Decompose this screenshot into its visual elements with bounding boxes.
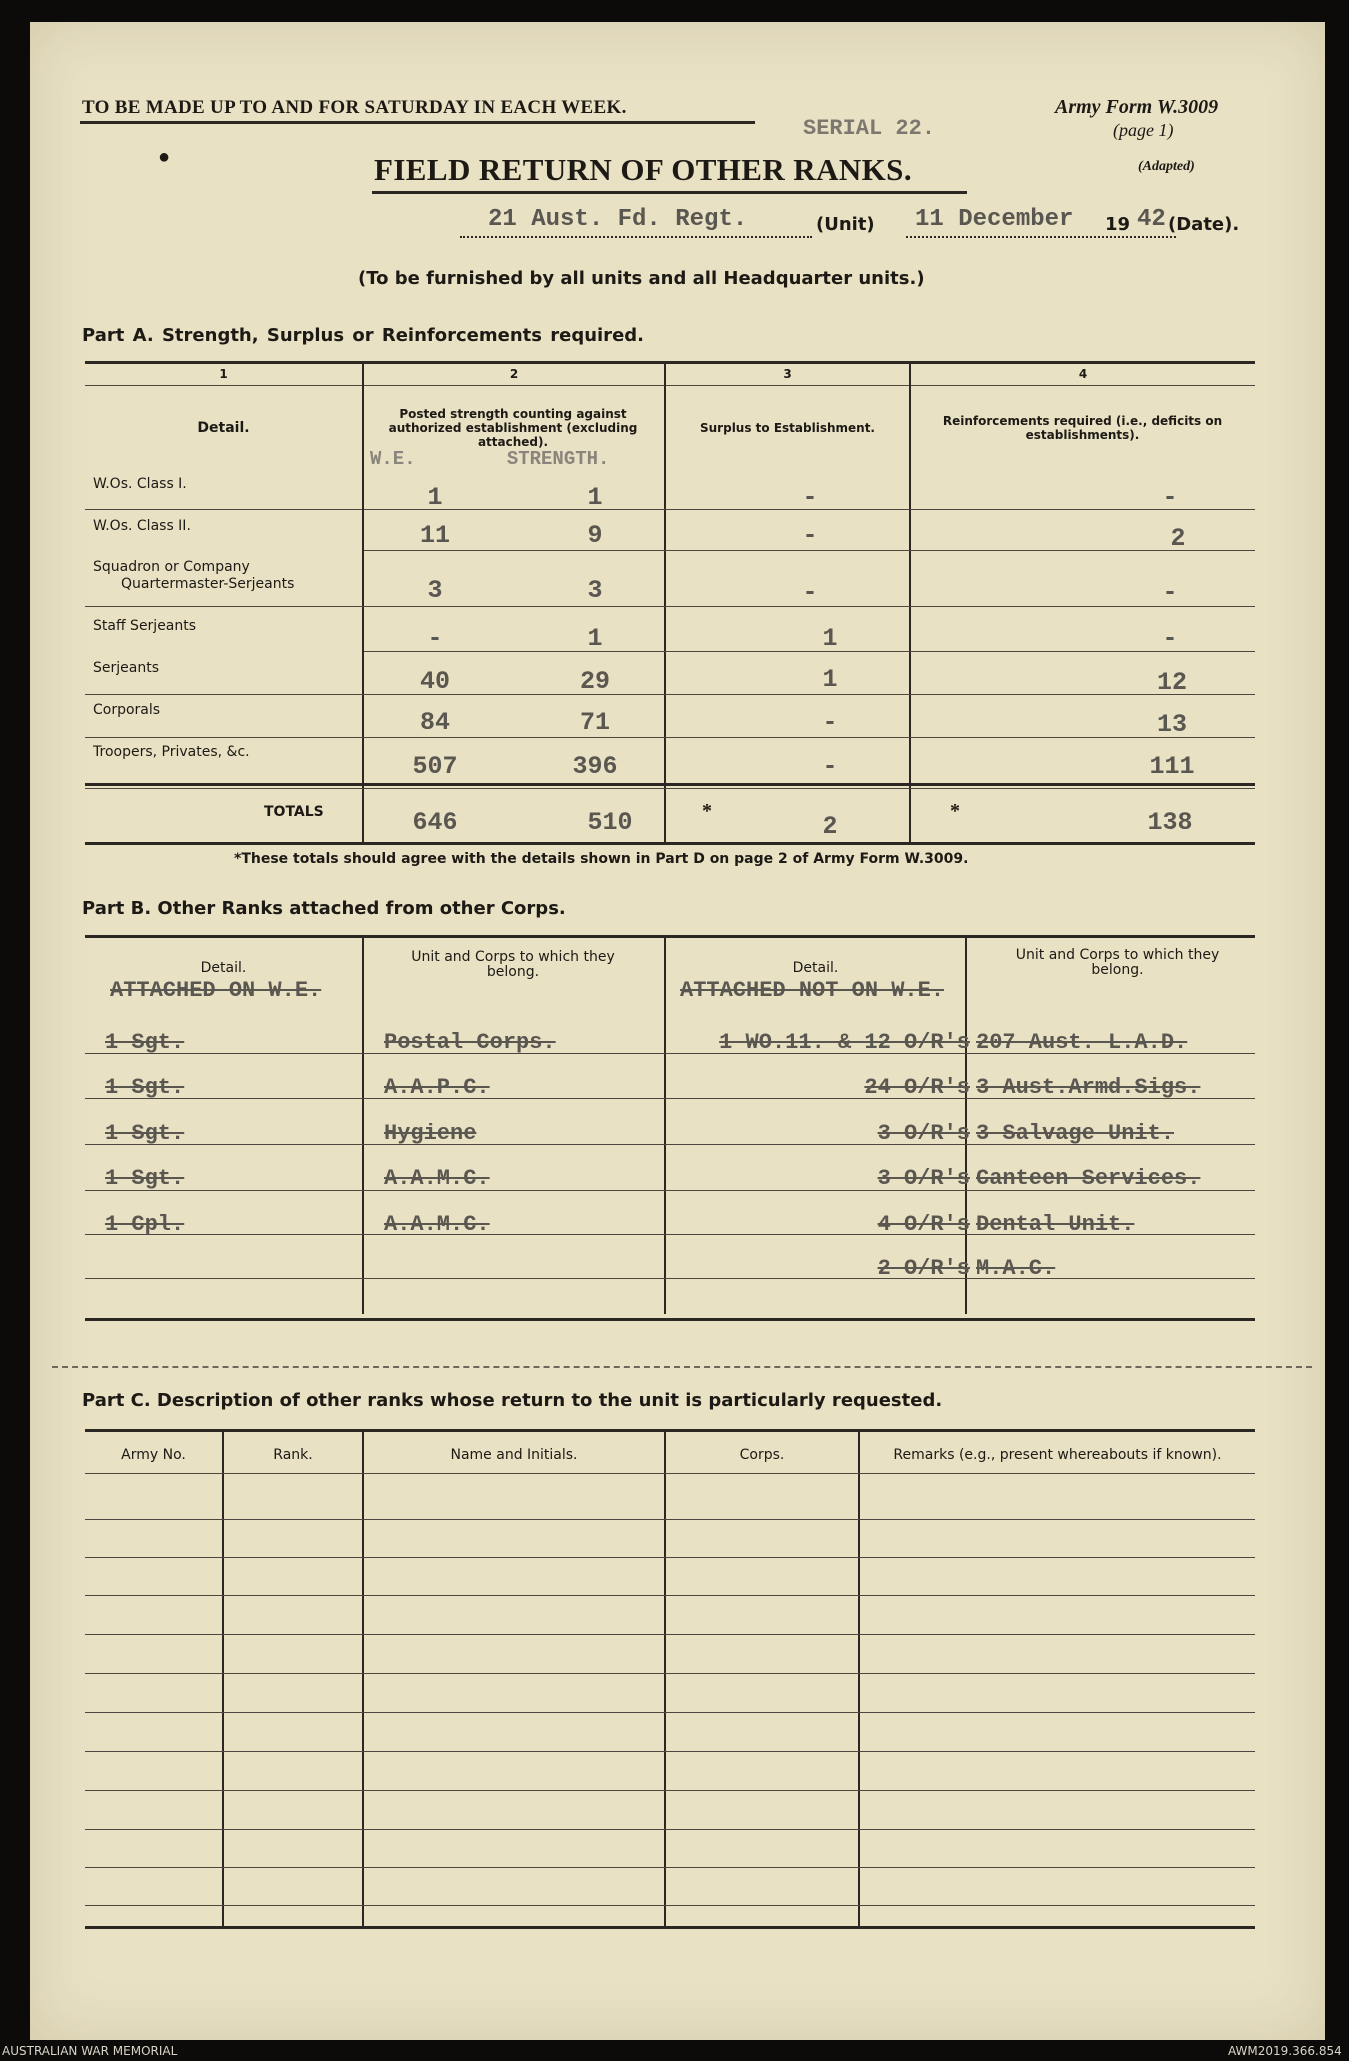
part-b-heading: Part B. Other Ranks attached from other Corps. (82, 898, 566, 919)
b-right-detail: 3 O/R's (877, 1166, 970, 1191)
b-left-detail: 1 Sgt. (105, 1030, 185, 1055)
part-a-heading: Part A. Strength, Surplus or Reinforcements required. (82, 325, 644, 346)
b-right-unit: Canteen Services. (976, 1166, 1201, 1191)
row-we: 40 (419, 667, 450, 696)
top-instruction: TO BE MADE UP TO AND FOR SATURDAY IN EACH WEEK. (82, 97, 627, 118)
date-dotted-line (906, 236, 1176, 238)
top-instruction-underline (80, 121, 755, 124)
b-left-unit: A.A.P.C. (384, 1075, 490, 1100)
footer-right: AWM2019.366.854 (1228, 2044, 1342, 2058)
totals-we: 646 (412, 808, 458, 837)
row-we: 1 (427, 483, 443, 512)
row-strength: 71 (579, 708, 610, 737)
date-label: (Date). (1168, 214, 1240, 235)
form-name: Army Form W.3009 (1055, 96, 1219, 118)
row-detail: W.Os. Class II. (93, 518, 191, 534)
row-surplus: 1 (822, 665, 838, 694)
totals-strength: 510 (587, 808, 633, 837)
row-detail: Squadron or Company Quartermaster-Serjeants (93, 559, 295, 592)
b-right-detail: 1 WO.11. & 12 O/R's (719, 1030, 970, 1055)
b-right-unit: 3 Salvage Unit. (976, 1121, 1175, 1146)
perforation-line (52, 1366, 1312, 1368)
row-detail: Troopers, Privates, &c. (93, 744, 250, 760)
row-detail: W.Os. Class I. (93, 476, 187, 492)
c-col-remarks: Remarks (e.g., present whereabouts if known). (893, 1447, 1222, 1463)
row-reinforcements: 12 (1156, 668, 1187, 697)
col-number-2: 2 (509, 367, 519, 381)
row-we: 3 (427, 576, 443, 605)
b-left-unit: A.A.M.C. (384, 1166, 490, 1191)
adapted-label: (Adapted) (1138, 159, 1195, 174)
b-right-unit: M.A.C. (976, 1256, 1056, 1281)
row-surplus: 1 (822, 624, 838, 653)
totals-label: TOTALS (264, 804, 324, 820)
b-right-detail: 24 O/R's (864, 1075, 970, 1100)
row-reinforcements: - (1162, 483, 1178, 512)
col-number-1: 1 (219, 367, 228, 381)
col-header-reinforcements: Reinforcements required (i.e., deficits on establishments). (942, 414, 1223, 442)
serial-stamp: SERIAL 22. (803, 116, 936, 141)
c-col-name: Name and Initials. (450, 1447, 578, 1463)
attached-not-on-we-heading: ATTACHED NOT ON W.E. (680, 978, 945, 1003)
c-col-rank: Rank. (273, 1447, 313, 1463)
row-reinforcements: 111 (1149, 752, 1195, 781)
col-header-posted-strength: Posted strength counting against authorized establishment (excluding attached). (388, 407, 638, 449)
b-right-detail: 4 O/R's (877, 1212, 970, 1237)
part-c-heading: Part C. Description of other ranks whose return to the unit is particularly requested. (82, 1390, 943, 1411)
row-we: 84 (419, 708, 450, 737)
row-strength: 9 (587, 521, 603, 550)
title-underline (372, 191, 967, 194)
b-left-detail: 1 Sgt. (105, 1121, 185, 1146)
unit-value: 21 Aust. Fd. Regt. (488, 206, 748, 233)
b-col-unit-1: Unit and Corps to which they belong. (411, 949, 615, 980)
b-right-detail: 2 O/R's (877, 1256, 970, 1281)
row-strength: 3 (587, 576, 603, 605)
year-prefix: 19 (1105, 214, 1131, 235)
b-right-unit: 3 Aust.Armd.Sigs. (976, 1075, 1201, 1100)
totals-mark-reinforcements: * (950, 800, 960, 822)
footer-left: AUSTRALIAN WAR MEMORIAL (2, 2044, 178, 2058)
b-col-detail-2: Detail. (792, 960, 839, 976)
row-reinforcements: 13 (1156, 710, 1187, 739)
row-we: 507 (412, 752, 458, 781)
col-header-surplus: Surplus to Establishment. (700, 421, 875, 435)
row-strength: 29 (579, 667, 610, 696)
row-reinforcements: 2 (1170, 524, 1186, 553)
date-value: 11 December (915, 206, 1074, 233)
col2-subheading: W.E. STRENGTH. (370, 448, 610, 470)
col-header-detail: Detail. (197, 420, 250, 436)
row-detail: Staff Serjeants (93, 618, 197, 634)
c-col-army-no: Army No. (121, 1447, 186, 1463)
b-right-unit: Dental Unit. (976, 1212, 1135, 1237)
b-left-unit: A.A.M.C. (384, 1212, 490, 1237)
row-strength: 1 (587, 624, 603, 653)
totals-surplus: 2 (822, 812, 838, 841)
b-left-unit: Postal Corps. (384, 1030, 556, 1055)
row-surplus: - (822, 752, 838, 781)
row-surplus: - (802, 483, 818, 512)
page-label: (page 1) (1113, 120, 1174, 140)
row-surplus: - (822, 708, 838, 737)
attached-on-we-heading: ATTACHED ON W.E. (110, 978, 322, 1003)
b-left-detail: 1 Sgt. (105, 1075, 185, 1100)
row-surplus: - (802, 578, 818, 607)
year-value: 42 (1137, 206, 1166, 233)
b-right-unit: 207 Aust. L.A.D. (976, 1030, 1188, 1055)
subtitle: (To be furnished by all units and all Headquarter units.) (358, 268, 925, 289)
row-reinforcements: - (1162, 624, 1178, 653)
col-number-4: 4 (1078, 367, 1088, 381)
unit-dotted-line (460, 236, 812, 238)
unit-label: (Unit) (816, 214, 875, 235)
row-strength: 1 (587, 483, 603, 512)
b-col-unit-2: Unit and Corps to which they belong. (1015, 947, 1220, 978)
ink-mark: ● (158, 146, 171, 168)
row-detail: Serjeants (93, 660, 159, 676)
b-col-detail-1: Detail. (200, 960, 247, 976)
row-surplus: - (802, 521, 818, 550)
part-a-footnote: *These totals should agree with the details shown in Part D on page 2 of Army Form W.3009. (234, 851, 969, 867)
row-strength: 396 (572, 752, 618, 781)
c-col-corps: Corps. (739, 1447, 785, 1463)
page-title: FIELD RETURN OF OTHER RANKS. (374, 152, 912, 187)
col-number-3: 3 (783, 367, 792, 381)
totals-mark-surplus: * (702, 800, 712, 822)
b-left-unit: Hygiene (384, 1121, 477, 1146)
totals-reinforcements: 138 (1147, 808, 1193, 837)
row-reinforcements: - (1162, 578, 1178, 607)
b-left-detail: 1 Sgt. (105, 1166, 185, 1191)
b-right-detail: 3 O/R's (877, 1121, 970, 1146)
row-we: - (427, 624, 443, 653)
b-left-detail: 1 Cpl. (105, 1212, 185, 1237)
row-detail: Corporals (93, 702, 161, 718)
row-we: 11 (419, 521, 450, 550)
